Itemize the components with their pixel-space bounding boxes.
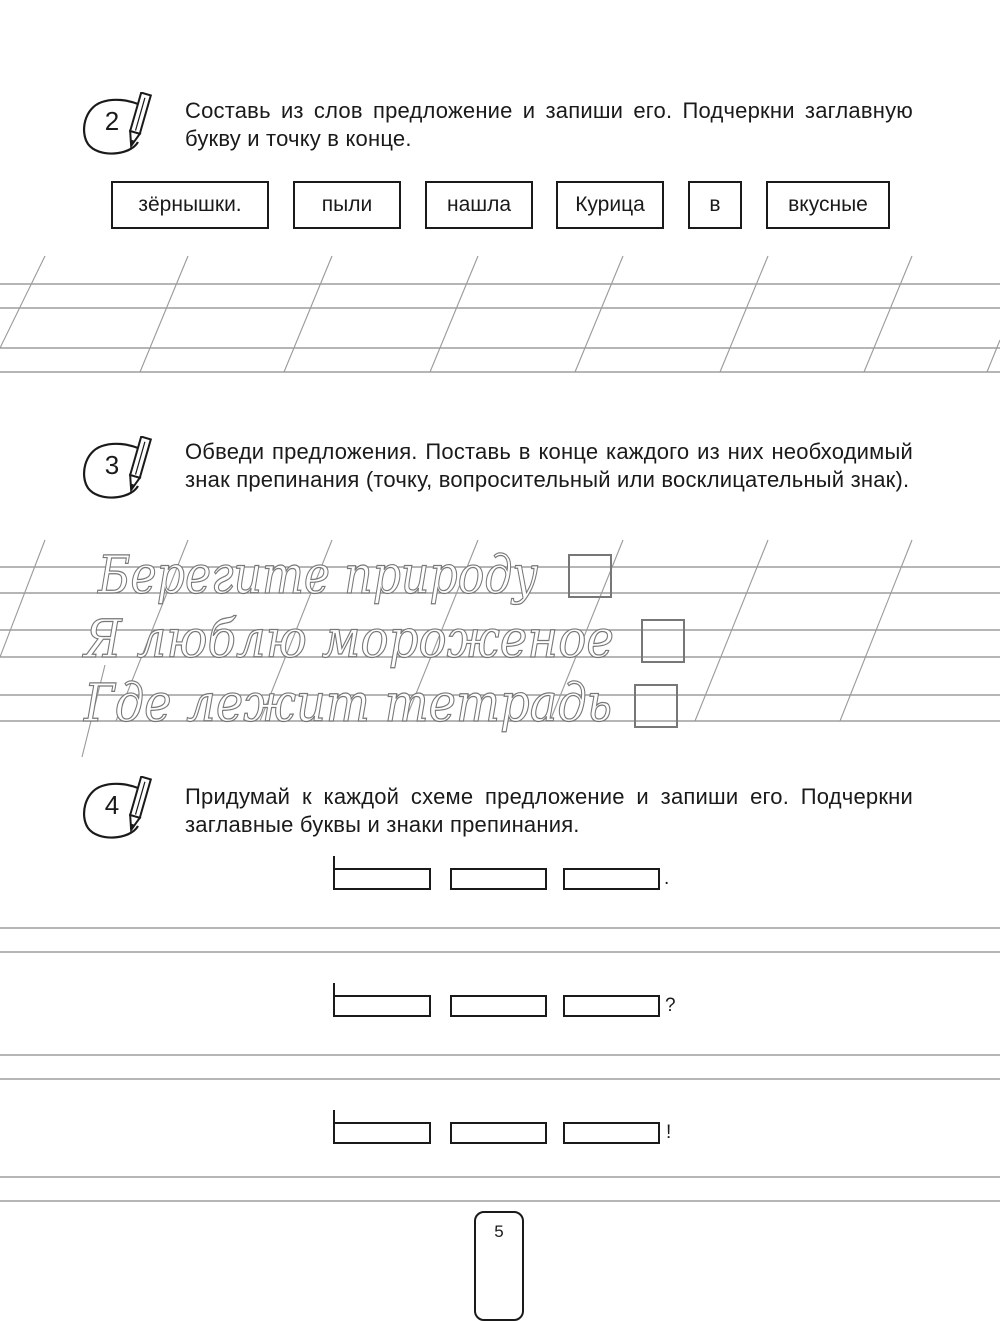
word-slot bbox=[333, 995, 431, 1017]
word-slot bbox=[563, 1122, 660, 1144]
task-4-badge bbox=[80, 776, 160, 846]
writing-lines-task-2[interactable] bbox=[0, 250, 1000, 380]
page-number: 5 bbox=[494, 1222, 504, 1241]
writing-lines-scheme-1[interactable] bbox=[0, 920, 1000, 960]
scheme-punctuation: . bbox=[664, 868, 670, 889]
traceable-sentence: Я люблю мороженое bbox=[82, 610, 614, 670]
traceable-sentence: Берегите природу bbox=[97, 546, 538, 606]
traceable-sentence: Где лежит тетрадь bbox=[83, 674, 613, 734]
task-3-badge bbox=[80, 436, 160, 506]
word-slot bbox=[563, 995, 660, 1017]
scheme-punctuation: ! bbox=[666, 1122, 672, 1143]
task-2-badge bbox=[80, 92, 160, 162]
page-number-tab bbox=[474, 1211, 524, 1321]
task-4-instruction: Придумай к каждой схеме предложение и запиши его. Подчеркни заглавные буквы и знаки препинания. bbox=[185, 784, 913, 837]
task-3-instruction: Обведи предложения. Поставь в конце каждого из них необходимый знак препинания (точку, вопросительный или восклицательный знак). bbox=[185, 439, 913, 492]
word-card[interactable]: пыли bbox=[293, 181, 401, 229]
word-card[interactable]: в bbox=[688, 181, 742, 229]
writing-lines-scheme-3[interactable] bbox=[0, 1170, 1000, 1210]
word-slot bbox=[563, 868, 660, 890]
punctuation-box[interactable] bbox=[641, 619, 685, 663]
tracing-lines-task-3[interactable] bbox=[0, 535, 1000, 760]
task-number: 3 bbox=[104, 450, 120, 480]
task-number: 2 bbox=[104, 106, 120, 136]
scheme-punctuation: ? bbox=[665, 995, 676, 1016]
word-card[interactable]: Курица bbox=[556, 181, 664, 229]
word-slot bbox=[450, 868, 547, 890]
word-slot bbox=[333, 1122, 431, 1144]
word-card[interactable]: вкусные bbox=[766, 181, 890, 229]
word-card[interactable]: нашла bbox=[425, 181, 533, 229]
word-slot bbox=[333, 868, 431, 890]
word-card[interactable]: зёрнышки. bbox=[111, 181, 269, 229]
writing-lines-scheme-2[interactable] bbox=[0, 1048, 1000, 1088]
punctuation-box[interactable] bbox=[634, 684, 678, 728]
word-slot bbox=[450, 995, 547, 1017]
word-slot bbox=[450, 1122, 547, 1144]
task-number: 4 bbox=[104, 790, 120, 820]
task-2-instruction: Составь из слов предложение и запиши его. Подчеркни заглавную букву и точку в конце. bbox=[185, 98, 913, 151]
punctuation-box[interactable] bbox=[568, 554, 612, 598]
